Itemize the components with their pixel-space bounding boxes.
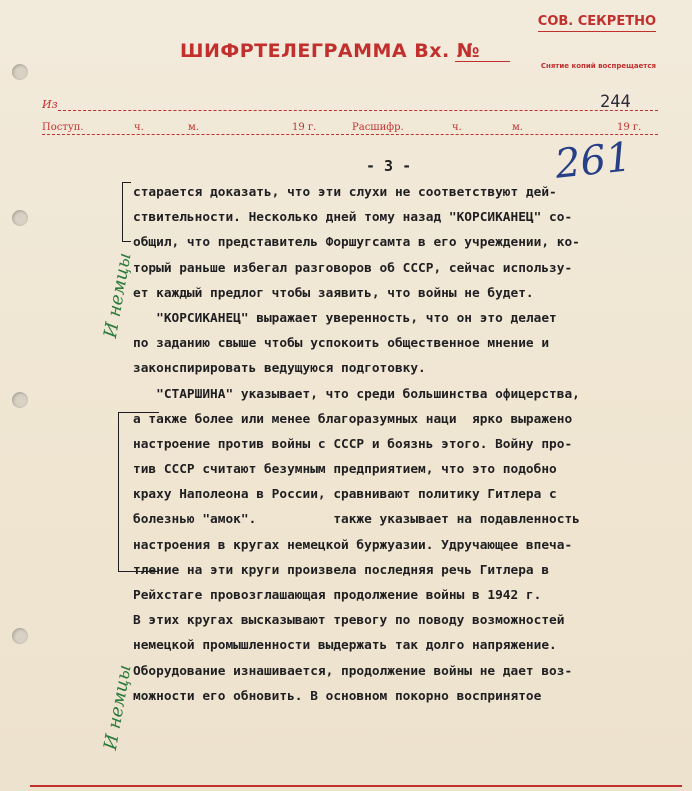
text-line: торый раньше избегал разговоров об СССР, сейчас использу- xyxy=(133,260,573,276)
document-title: ШИФРТЕЛЕГРАММА Вх. № xyxy=(180,40,481,62)
telegram-body xyxy=(133,180,692,709)
punch-hole xyxy=(12,210,28,226)
year-label-2: 19 г. xyxy=(617,122,642,133)
text-line: тив СССР считают безумным предприятием, что это подобно xyxy=(133,462,557,478)
text-line: можности его обновить. В основном покорно воспринятое xyxy=(133,688,542,704)
bottom-rule xyxy=(30,785,682,787)
text-line: немецкой промышленности выдержать так долго напряжение. xyxy=(133,638,557,654)
margin-bracket xyxy=(122,182,131,242)
minutes-label-2: м. xyxy=(512,122,523,133)
text-line: краху Наполеона в России, сравнивают политику Гитлера с xyxy=(133,487,557,503)
page-number: - 3 - xyxy=(366,157,412,175)
decrypted-label: Расшифр. xyxy=(352,122,404,133)
text-line: В этих кругах высказывают тревогу по поводу возможностей xyxy=(133,613,565,629)
text-line: ствительности. Несколько дней тому назад "КОРСИКАНЕЦ" со- xyxy=(133,210,573,226)
margin-note: И немцы xyxy=(100,251,136,340)
punch-hole xyxy=(12,64,28,80)
text-line: а также более или менее благоразумных наци ярко выражено xyxy=(133,411,573,427)
hours-label: ч. xyxy=(134,122,144,133)
margin-note: И немцы xyxy=(100,663,136,752)
from-line xyxy=(58,110,658,111)
received-line xyxy=(42,134,658,135)
from-label: Из xyxy=(42,98,58,111)
minutes-label: м. xyxy=(188,122,199,133)
text-line: настроения в кругах немецкой буржуазии. Удручающее впеча- xyxy=(133,537,573,553)
year-label: 19 г. xyxy=(292,122,317,133)
handwritten-number: 261 xyxy=(552,134,634,188)
text-line: "КОРСИКАНЕЦ" выражает уверенность, что он это делает xyxy=(133,310,557,326)
hours-label-2: ч. xyxy=(452,122,462,133)
text-line: настроение против войны с СССР и боязнь этого. Войну про- xyxy=(133,436,573,452)
text-line: общил, что представитель Форшугсамта в его учреждении, ко- xyxy=(133,235,580,251)
text-line: Рейхстаге провозглашающая продолжение войны в 1942 г. xyxy=(133,588,542,603)
text-line: ет каждый предлог чтобы заявить, что войны не будет. xyxy=(133,285,534,301)
text-line: законспирировать ведущуюся подготовку. xyxy=(133,361,426,377)
punch-hole xyxy=(12,628,28,644)
text-line: "СТАРШИНА" указывает, что среди большинства офицерства, xyxy=(133,386,580,402)
document-number: 244 xyxy=(600,92,631,112)
copy-restriction-note: Снятие копий воспрещается xyxy=(540,62,656,70)
text-line: болезнью "амок". также указывает на подавленность xyxy=(133,512,580,528)
text-line: по заданию свыше чтобы успокоить общественное мнение и xyxy=(133,336,550,352)
classification-stamp: СОВ. СЕКРЕТНО xyxy=(538,14,656,32)
punch-hole xyxy=(12,392,28,408)
text-line: тление на эти круги произвела последняя речь Гитлера в xyxy=(133,562,550,578)
text-line: старается доказать, что эти слухи не соответствуют дей- xyxy=(133,185,557,200)
title-number-line xyxy=(455,61,510,62)
received-label: Поступ. xyxy=(42,122,84,133)
text-line: Оборудование изнашивается, продолжение войны не дает воз- xyxy=(133,663,573,679)
